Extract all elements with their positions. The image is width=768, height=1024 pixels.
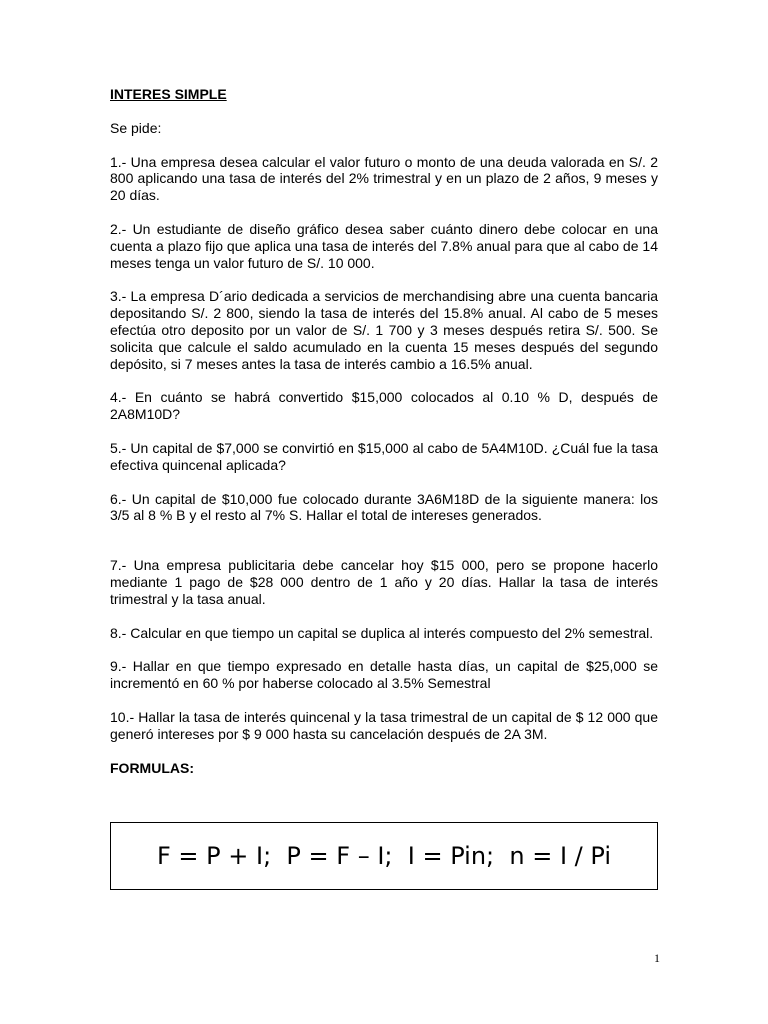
problem-5: 5.- Un capital de $7,000 se convirtió en $15,000 al cabo de 5A4M10D. ¿Cuál fue la tasa efectiva quincenal aplicada? (110, 439, 658, 473)
problem-7: 7.- Una empresa publicitaria debe cancelar hoy $15 000, pero se propone hacerlo mediante 1 pago de $28 000 dentro de 1 año y 20 días. Hallar la tasa de interés trimestral y la tasa anual. (110, 557, 658, 607)
problem-1: 1.- Una empresa desea calcular el valor futuro o monto de una deuda valorada en S/. 2 800 aplicando una tasa de interés del 2% trimestral y en un plazo de 2 años, 9 meses y 20 días. (110, 153, 658, 204)
problem-10: 10.- Hallar la tasa de interés quincenal y la tasa trimestral de un capital de $ 12 000 que generó intereses por $ 9 000 hasta su cancelación después de 2A 3M. (110, 708, 658, 742)
formula-box (110, 822, 658, 890)
problem-9: 9.- Hallar en que tiempo expresado en detalle hasta días, un capital de $25,000 se incrementó en 60 % por haberse colocado al 3.5% Semestral (110, 658, 658, 692)
problem-4: 4.- En cuánto se habrá convertido $15,000 colocados al 0.10 % D, después de 2A8M10D? (110, 389, 658, 423)
formula-text: F = P + I; P = F – I; I = Pin; n = I / Pi (157, 842, 611, 870)
problem-8: 8.- Calcular en que tiempo un capital se duplica al interés compuesto del 2% semestral. (110, 624, 654, 641)
document-title: INTERES SIMPLE (110, 86, 227, 102)
formulas-heading: FORMULAS: (110, 759, 194, 776)
intro-text: Se pide: (110, 119, 162, 136)
problem-3: 3.- La empresa D´ario dedicada a servicios de merchandising abre una cuenta bancaria depositando S/. 2 800, siendo la tasa de interés del 15.8% anual. Al cabo de 5 meses efectúa otro deposito por un valor de S/. 1 700 y 3 meses después retira S/. 500. Se solicita que calcule el saldo acumulado en la cuenta 15 meses después del segundo depósito, si 7 meses antes la tasa de interés cambio a 16.5% anual. (110, 288, 658, 372)
document-body (110, 86, 658, 793)
page-number: 1 (654, 951, 660, 965)
problem-2: 2.- Un estudiante de diseño gráfico desea saber cuánto dinero debe colocar en una cuenta a plazo fijo que aplica una tasa de interés del 7.8% anual para que al cabo de 14 meses tenga un valor futuro de S/. 10 000. (110, 220, 658, 271)
problem-6: 6.- Un capital de $10,000 fue colocado durante 3A6M18D de la siguiente manera: los 3/5 al 8 % B y el resto al 7% S. Hallar el total de intereses generados. (110, 490, 658, 524)
